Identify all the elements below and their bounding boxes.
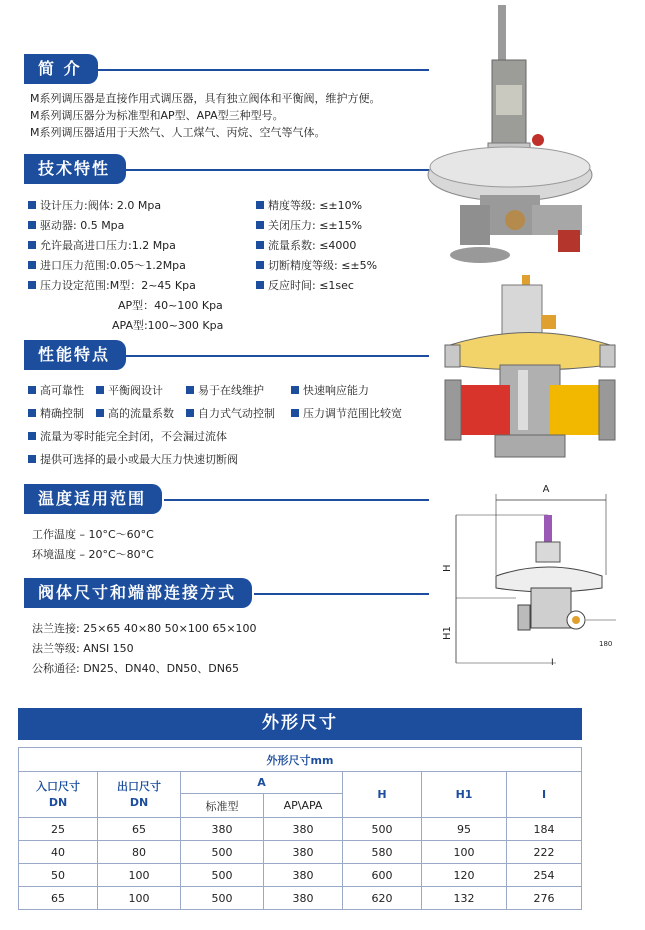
perf-item: 高的流量系数 xyxy=(96,405,174,421)
header-i: I xyxy=(507,772,582,818)
tech-left-4: 压力设定范围:M型：2~45 Kpa xyxy=(28,277,196,293)
perf-item: 易于在线维护 xyxy=(186,382,264,398)
cell: 380 xyxy=(181,818,264,841)
conn-line-3: 公称通径: DN25、DN40、DN50、DN65 xyxy=(32,662,239,675)
cell: 25 xyxy=(19,818,98,841)
table-header-row xyxy=(19,772,582,794)
divider xyxy=(254,593,429,595)
table-banner: 外形尺寸 xyxy=(18,708,582,738)
conn-line-2: 法兰等级: ANSI 150 xyxy=(32,642,134,655)
table-row xyxy=(19,818,582,841)
tech-right-0: 精度等级: ≤±10% xyxy=(256,197,362,213)
cell: 132 xyxy=(422,887,507,910)
cell: 254 xyxy=(507,864,582,887)
header-ap-apa: AP\APA xyxy=(264,794,343,818)
tech-right-1: 关闭压力: ≤±15% xyxy=(256,217,362,233)
table-row xyxy=(19,864,582,887)
tech-right-4: 反应时间: ≤1sec xyxy=(256,277,354,293)
cell: 276 xyxy=(507,887,582,910)
cell: 500 xyxy=(343,818,422,841)
cell: 65 xyxy=(98,818,181,841)
cell: 95 xyxy=(422,818,507,841)
intro-line-3: M系列调压器适用于天然气、人工煤气、丙烷、空气等气体。 xyxy=(30,126,326,139)
table-subtitle: 外形尺寸mm xyxy=(19,748,582,772)
cell: 380 xyxy=(264,818,343,841)
tech-left-0: 设计压力:阀体: 2.0 Mpa xyxy=(28,197,161,213)
tech-left-1: 驱动器: 0.5 Mpa xyxy=(28,217,124,233)
cell: 600 xyxy=(343,864,422,887)
cell: 120 xyxy=(422,864,507,887)
dimension-table xyxy=(18,747,582,910)
section-title: 性能特点 xyxy=(24,340,126,370)
tech-right-3: 切断精度等级: ≤±5% xyxy=(256,257,377,273)
cell: 500 xyxy=(181,841,264,864)
perf-item: 自力式气动控制 xyxy=(186,405,275,421)
tech-right-2: 流量系数: ≤4000 xyxy=(256,237,356,253)
cell: 500 xyxy=(181,887,264,910)
cell: 65 xyxy=(19,887,98,910)
label-h1: H1 xyxy=(442,626,453,640)
divider xyxy=(84,69,429,71)
divider xyxy=(124,355,429,357)
cell: 500 xyxy=(181,864,264,887)
intro-line-2: M系列调压器分为标准型和AP型、APA型三种型号。 xyxy=(30,109,284,122)
temp-line-1: 工作温度 – 10°C～60°C xyxy=(32,528,154,541)
divider xyxy=(124,169,429,171)
cell: 100 xyxy=(98,887,181,910)
header-h1: H1 xyxy=(422,772,507,818)
perf-item: 平衡阀设计 xyxy=(96,382,163,398)
perf-item: 精确控制 xyxy=(28,405,84,421)
cell: 222 xyxy=(507,841,582,864)
conn-line-1: 法兰连接: 25×65 40×80 50×100 65×100 xyxy=(32,622,257,635)
cell: 184 xyxy=(507,818,582,841)
section-title: 阀体尺寸和端部连接方式 xyxy=(24,578,252,608)
cell: 100 xyxy=(98,864,181,887)
header-outlet: 出口尺寸 DN xyxy=(98,772,181,818)
perf-item: 高可靠性 xyxy=(28,382,84,398)
cell: 380 xyxy=(264,841,343,864)
perf-item: 流量为零时能完全封闭，不会漏过流体 xyxy=(28,428,227,444)
label-l: I xyxy=(551,658,554,668)
header-h: H xyxy=(343,772,422,818)
intro-line-1: M系列调压器是直接作用式调压器，具有独立阀体和平衡阀，维护方便。 xyxy=(30,92,381,105)
regulator-photo xyxy=(420,5,620,265)
section-title: 简 介 xyxy=(24,54,98,84)
perf-item: 压力调节范围比较宽 xyxy=(291,405,402,421)
tech-left-2: 允许最高进口压力:1.2 Mpa xyxy=(28,237,176,253)
section-title: 温度适用范围 xyxy=(24,484,162,514)
cell: 100 xyxy=(422,841,507,864)
perf-item: 快速响应能力 xyxy=(291,382,369,398)
cutaway-diagram xyxy=(440,275,620,465)
cell: 580 xyxy=(343,841,422,864)
cell: 380 xyxy=(264,864,343,887)
cell: 380 xyxy=(264,887,343,910)
label-180: 180 xyxy=(599,640,613,648)
tech-left-extra-0: AP型：40~100 Kpa xyxy=(118,299,223,312)
header-standard: 标准型 xyxy=(181,794,264,818)
table-row xyxy=(19,887,582,910)
tech-left-3: 进口压力范围:0.05～1.2Mpa xyxy=(28,257,186,273)
cell: 50 xyxy=(19,864,98,887)
divider xyxy=(164,499,429,501)
section-title: 技术特性 xyxy=(24,154,126,184)
header-inlet: 入口尺寸 DN xyxy=(19,772,98,818)
table-row xyxy=(19,841,582,864)
cell: 40 xyxy=(19,841,98,864)
cell: 80 xyxy=(98,841,181,864)
label-h: H xyxy=(442,564,453,572)
tech-left-extra-1: APA型:100~300 Kpa xyxy=(112,319,224,332)
header-a: A xyxy=(181,772,343,794)
label-a: A xyxy=(542,484,550,495)
temp-line-2: 环境温度 – 20°C～80°C xyxy=(32,548,154,561)
table-subtitle-row xyxy=(19,748,582,772)
cell: 620 xyxy=(343,887,422,910)
dimension-drawing xyxy=(436,480,626,670)
perf-item: 提供可选择的最小或最大压力快速切断阀 xyxy=(28,451,238,467)
